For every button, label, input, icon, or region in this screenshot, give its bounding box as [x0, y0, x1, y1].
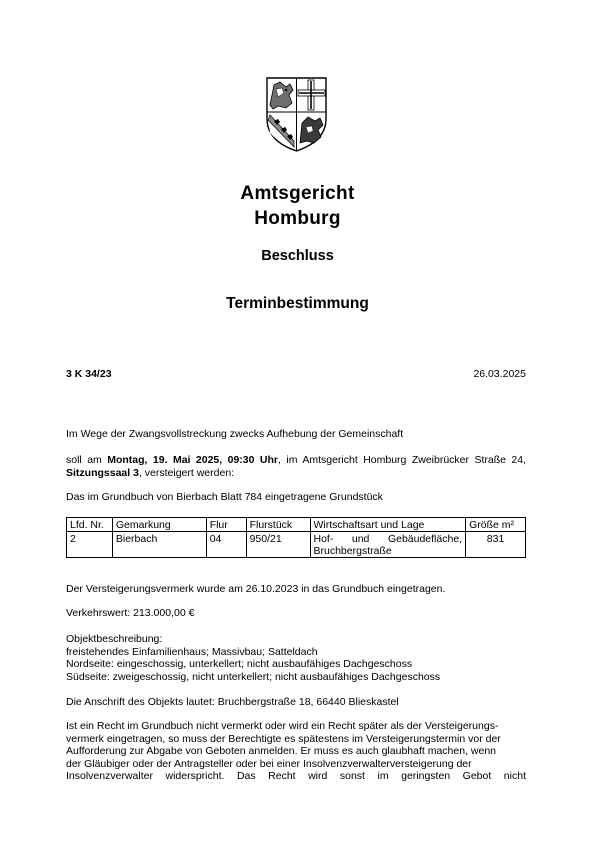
rechte-line: Aufforderung zur Abgabe von Geboten anmelden. Er muss es auch glaubhaft machen, wenn: [66, 745, 497, 757]
objekt-line: Nordseite: eingeschossig, unterkellert; nicht ausbaufähiges Dachgeschoss: [66, 658, 413, 670]
table-row: [67, 532, 526, 558]
auction-location: , im Amtsgericht Homburg Zweibrücker Straße 24,: [278, 454, 526, 466]
auction-prefix: soll am: [66, 454, 108, 466]
objekt-title: Objektbeschreibung:: [66, 633, 163, 645]
court-name-line2: Homburg: [254, 208, 341, 229]
auction-room: Sitzungssaal 3: [66, 466, 139, 479]
rechte-line: Insolvenzverwalter widerspricht. Das Recht wird sonst im geringsten Gebot nicht: [66, 770, 526, 782]
table-header-cell: Größe m²: [466, 518, 526, 532]
objekt-line: Südseite: zweigeschossig, nicht unterkellert; nicht ausbaufähiges Dachgeschoss: [66, 670, 441, 683]
decision-title: Beschluss: [261, 248, 334, 264]
reference-row: [66, 367, 526, 381]
table-header-cell: Lfd. Nr.: [67, 518, 113, 532]
anschrift-paragraph: Die Anschrift des Objekts lautet: Bruchbergstraße 18, 66440 Blieskastel: [66, 696, 399, 708]
auction-suffix: , versteigert werden:: [138, 466, 235, 479]
rechte-paragraph: [66, 720, 526, 783]
court-name-line1: Amtsgericht: [240, 183, 355, 204]
saarland-coat-of-arms-icon: [264, 75, 329, 153]
objekt-line: freistehendes Einfamilienhaus; Massivbau; Satteldach: [66, 645, 318, 658]
rechte-line: vermerk eingetragen, so muss der Berechtigte es spätestens im Versteigerungstermin vor der: [66, 732, 501, 745]
property-intro: Das im Grundbuch von Bierbach Blatt 784 eingetragene Grundstück: [66, 491, 383, 503]
verkehrswert: Verkehrswert: 213.000,00 €: [66, 607, 195, 619]
auction-paragraph: [66, 454, 526, 479]
auction-date: Montag, 19. Mai 2025, 09:30 Uhr: [107, 454, 279, 466]
table-cell-flurstueck: 950/21: [246, 532, 310, 558]
table-header-cell: Wirtschaftsart und Lage: [310, 518, 466, 532]
table-cell-lfd-nr: 2: [67, 532, 113, 558]
table-header-cell: Flur: [206, 518, 246, 532]
table-cell-wirtschaftsart: Hof- und Gebäudefläche, Bruchbergstraße: [310, 532, 466, 558]
intro-paragraph: Im Wege der Zwangsvollstreckung zwecks Aufhebung der Gemeinschaft: [66, 428, 404, 440]
rechte-line: Ist ein Recht im Grundbuch nicht vermerkt oder wird ein Recht später als der Versteigerungs-: [66, 720, 499, 732]
table-cell-gemarkung: Bierbach: [112, 532, 206, 558]
table-header-cell: Flurstück: [246, 518, 310, 532]
table-cell-flur: 04: [206, 532, 246, 558]
vermerk-paragraph: Der Versteigerungsvermerk wurde am 26.10.2023 in das Grundbuch eingetragen.: [66, 583, 446, 595]
rechte-line: der Gläubiger oder der Antragsteller oder bei einer Insolvenzverwalterversteigerung der: [66, 757, 472, 770]
table-cell-groesse: 831: [466, 532, 526, 558]
case-number: 3 K 34/23: [66, 368, 112, 380]
property-table: [66, 517, 526, 558]
table-header-cell: Gemarkung: [112, 518, 206, 532]
table-header-row: [67, 518, 526, 532]
subject-title: Terminbestimmung: [226, 295, 369, 312]
document-date: 26.03.2025: [473, 368, 526, 380]
